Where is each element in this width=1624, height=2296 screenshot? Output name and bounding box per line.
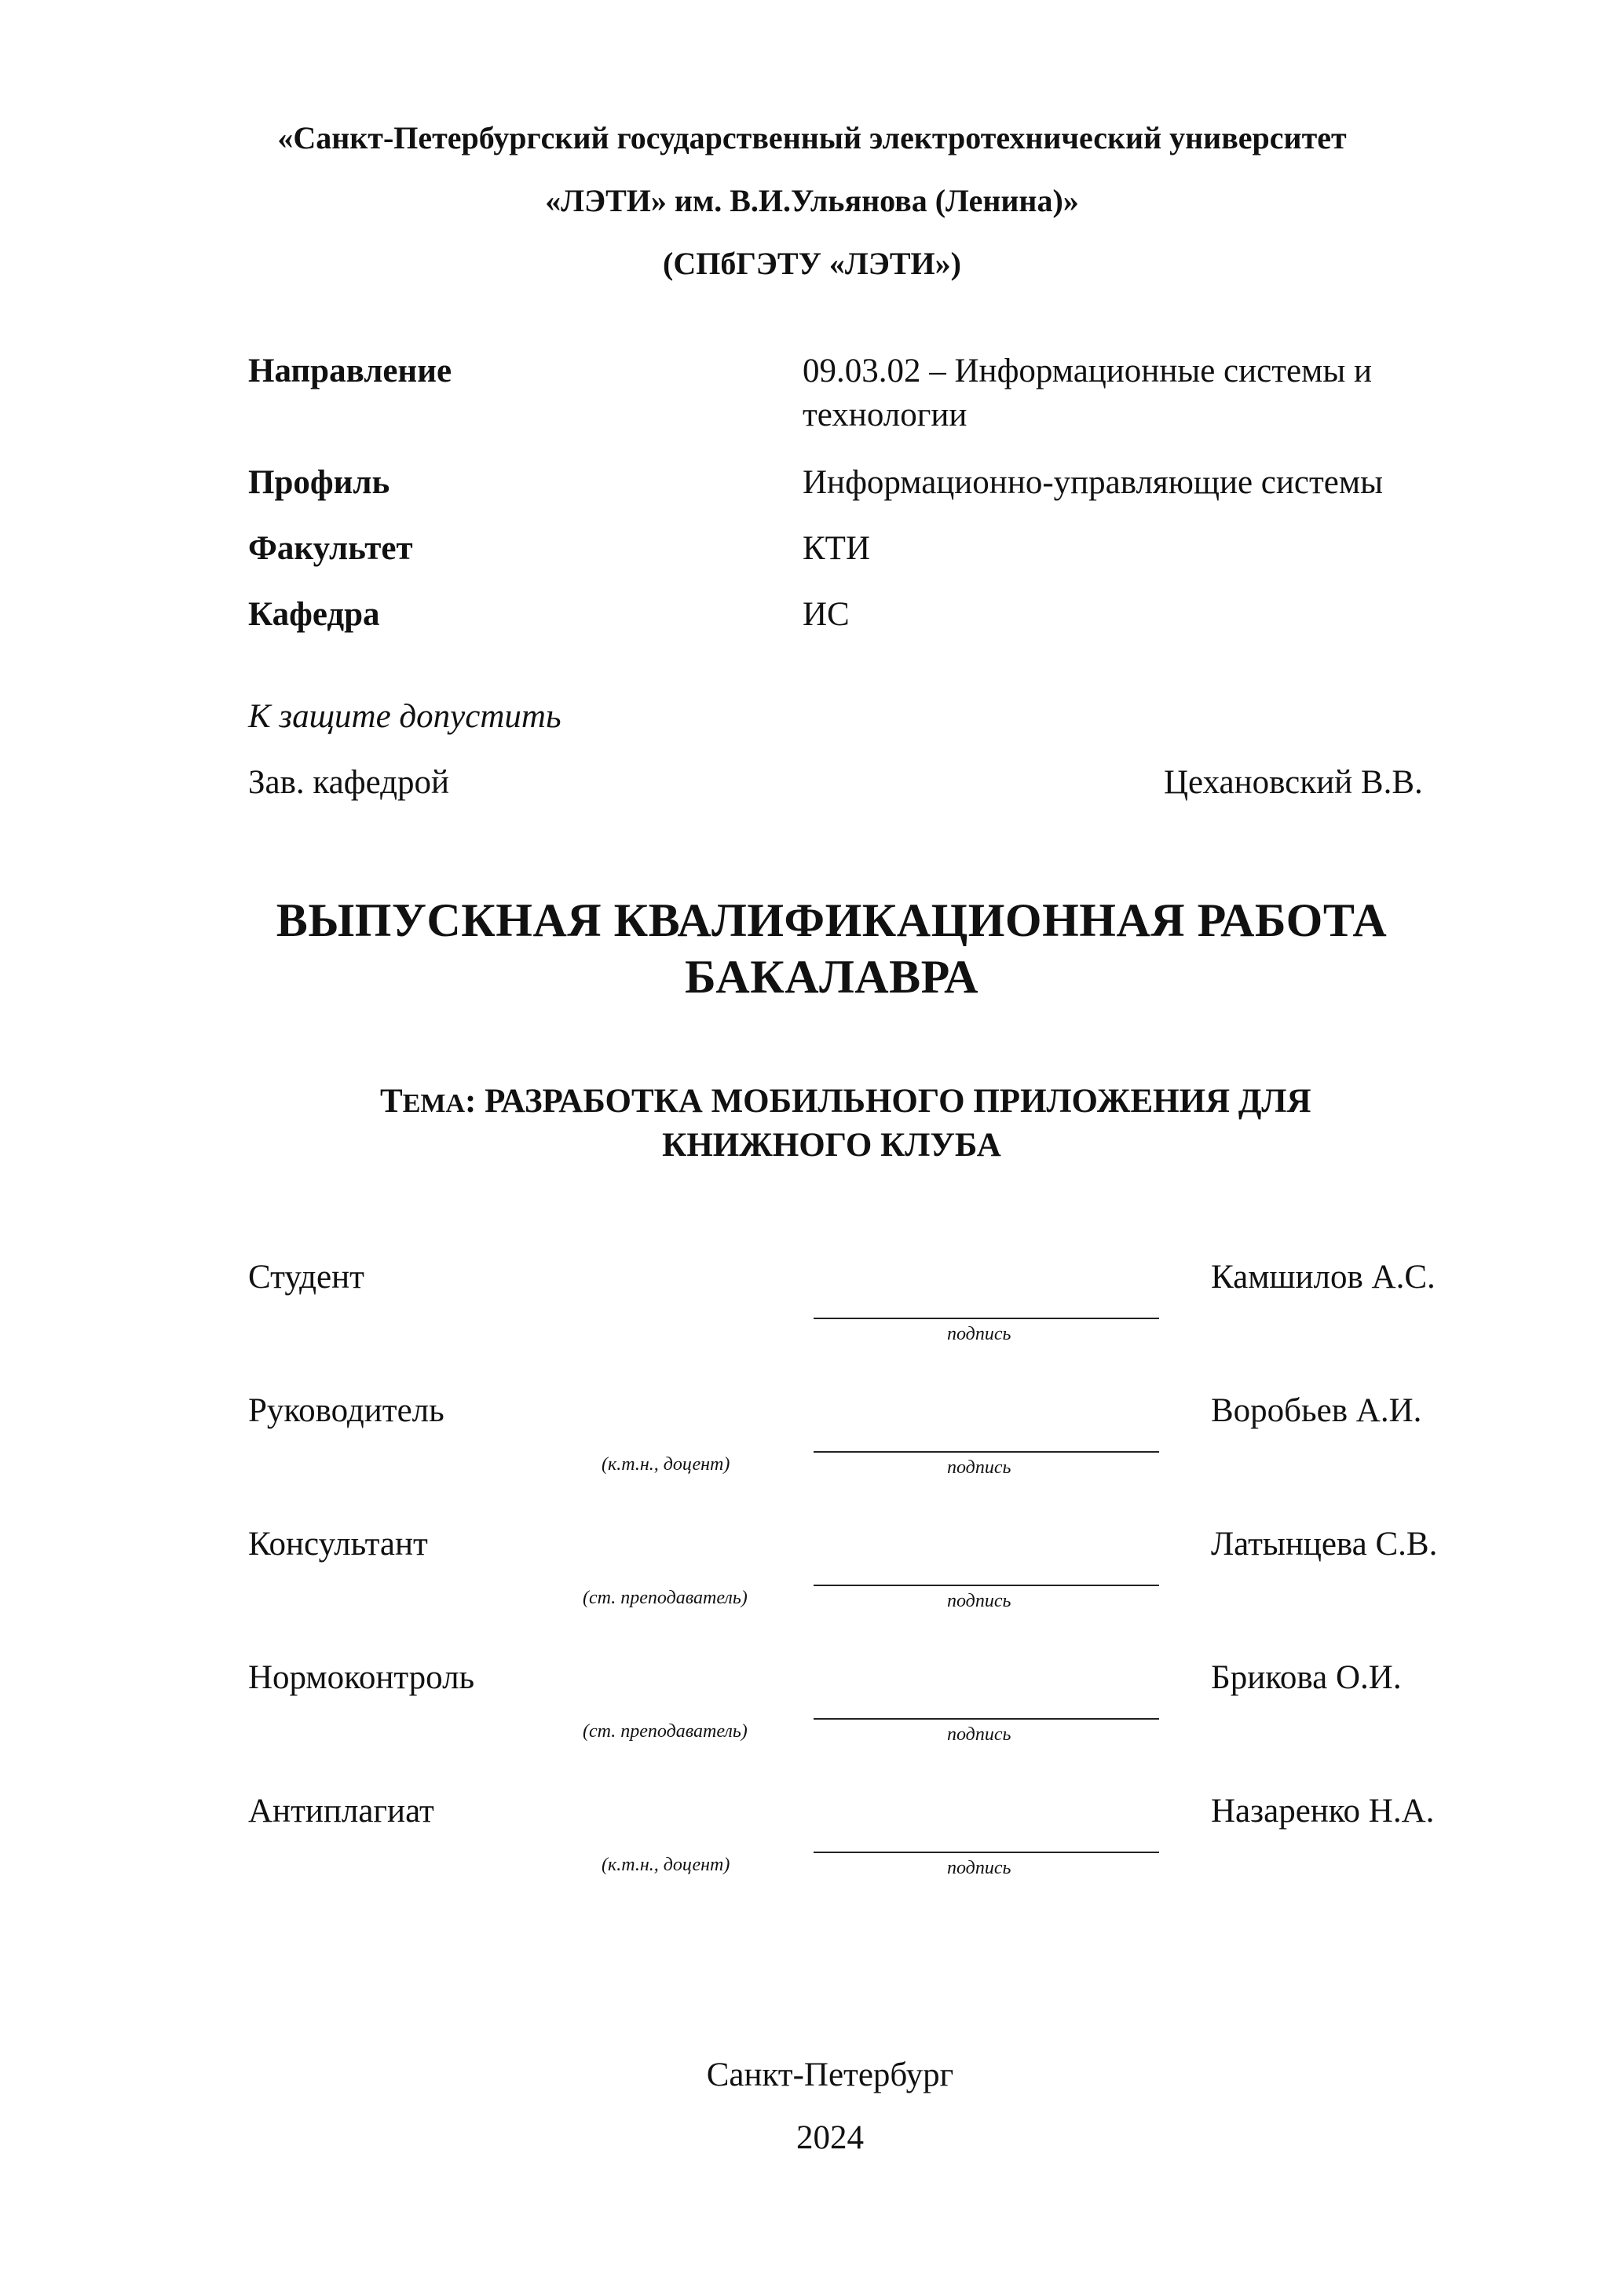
signature-caption-norm-control: подпись	[947, 1724, 1011, 1745]
signature-qualification-consultant: (ст. преподаватель)	[583, 1588, 748, 1608]
info-label-department: Кафедра	[248, 596, 380, 633]
info-label-faculty: Факультет	[248, 530, 413, 567]
thesis-title-line1: ВЫПУСКНАЯ КВАЛИФИКАЦИОННАЯ РАБОТА	[276, 894, 1388, 946]
signature-line-student	[814, 1318, 1159, 1319]
thesis-title-line2: БАКАЛАВРА	[685, 951, 978, 1003]
university-name-line2: «ЛЭТИ» им. В.И.Ульянова (Ленина)»	[545, 183, 1079, 218]
signature-name-antiplagiarism: Назаренко Н.А.	[1211, 1793, 1435, 1830]
signature-name-norm-control: Брикова О.И.	[1211, 1659, 1402, 1696]
topic-prefix-rest: ЕМА	[402, 1089, 466, 1118]
footer-year: 2024	[796, 2119, 864, 2156]
signature-caption-supervisor: подпись	[947, 1457, 1011, 1478]
signature-role-consultant: Консультант	[248, 1526, 428, 1563]
footer-city: Санкт-Петербург	[706, 2057, 954, 2093]
thesis-topic-line2: КНИЖНОГО КЛУБА	[662, 1127, 1001, 1164]
signature-role-norm-control: Нормоконтроль	[248, 1659, 475, 1696]
signature-name-student: Камшилов А.С.	[1211, 1259, 1436, 1296]
topic-text-line1: РАЗРАБОТКА МОБИЛЬНОГО ПРИЛОЖЕНИЯ ДЛЯ	[476, 1083, 1311, 1120]
signature-role-supervisor: Руководитель	[248, 1392, 444, 1429]
university-abbreviation: (СПбГЭТУ «ЛЭТИ»)	[663, 246, 961, 281]
signature-caption-student: подпись	[947, 1324, 1011, 1344]
signature-line-consultant	[814, 1585, 1159, 1586]
info-value-direction-line1: 09.03.02 – Информационные системы и	[803, 353, 1372, 389]
signature-role-antiplagiarism: Антиплагиат	[248, 1793, 434, 1830]
admission-role: Зав. кафедрой	[248, 764, 450, 801]
signature-qualification-antiplagiarism: (к.т.н., доцент)	[602, 1855, 730, 1875]
admission-note: К защите допустить	[248, 698, 561, 735]
info-value-profile: Информационно-управляющие системы	[803, 464, 1383, 501]
info-value-faculty: КТИ	[803, 530, 870, 567]
thesis-topic-line1	[380, 1082, 1311, 1121]
signature-name-consultant: Латынцева С.В.	[1211, 1526, 1438, 1563]
signature-name-supervisor: Воробьев А.И.	[1211, 1392, 1422, 1429]
info-value-direction-line2: технологии	[803, 397, 967, 433]
university-name-line1: «Санкт-Петербургский государственный электротехнический университет	[277, 120, 1347, 155]
signature-role-student: Студент	[248, 1259, 364, 1296]
signature-line-supervisor	[814, 1451, 1159, 1453]
signature-caption-antiplagiarism: подпись	[947, 1858, 1011, 1878]
info-label-direction: Направление	[248, 353, 452, 389]
signature-qualification-supervisor: (к.т.н., доцент)	[602, 1454, 730, 1475]
topic-prefix-initial: Т	[380, 1083, 403, 1120]
info-label-profile: Профиль	[248, 464, 390, 501]
signature-qualification-norm-control: (ст. преподаватель)	[583, 1721, 748, 1742]
info-value-department: ИС	[803, 596, 850, 633]
topic-prefix-colon: :	[465, 1083, 477, 1120]
signature-line-norm-control	[814, 1718, 1159, 1720]
signature-caption-consultant: подпись	[947, 1591, 1011, 1611]
admission-head-name: Цехановский В.В.	[1164, 764, 1423, 801]
signature-line-antiplagiarism	[814, 1852, 1159, 1853]
